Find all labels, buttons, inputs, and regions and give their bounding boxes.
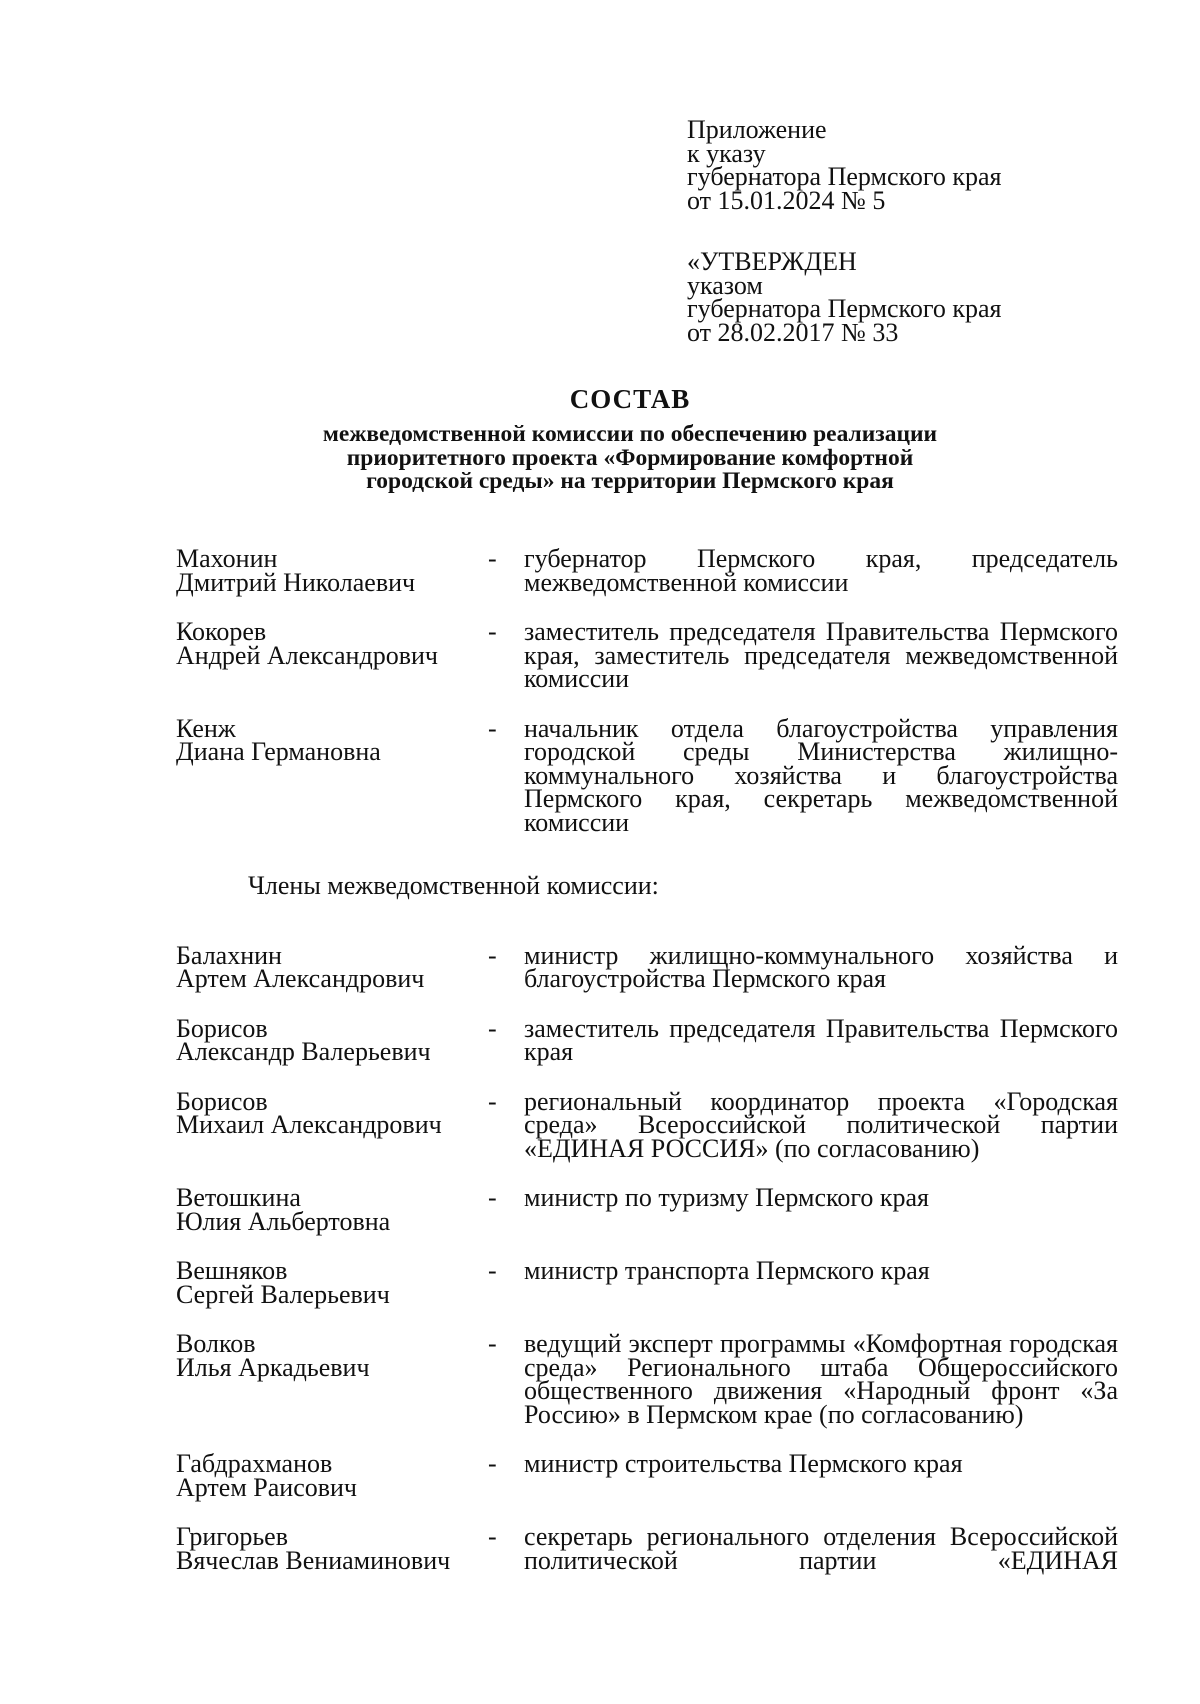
member-given-name: Александр Валерьевич [176,1037,431,1066]
member-role: ведущий эксперт программы «Комфортная городская среда» Регионального штаба Общероссийского общественного движения «Народный фронт «За Россию» в Пермском крае (по согласованию) [524,1329,1118,1429]
member-row [176,1183,1118,1236]
member-role: региональный координатор проекта «Городская среда» Всероссийской политической партии «ЕДИНАЯ РОССИЯ» (по согласованию) [524,1086,1118,1163]
member-dash: - [488,1013,497,1043]
member-row [176,1013,1118,1066]
member-given-name: Илья Аркадьевич [176,1352,370,1382]
member-surname: Вешняков [176,1256,288,1285]
approved-block [687,247,1002,347]
member-role: секретарь регионального отделения Всероссийской политической партии «ЕДИНАЯ [524,1522,1118,1575]
member-surname: Ветошкина [176,1183,301,1212]
member-role: министр жилищно-коммунального хозяйства и благоустройства Пермского края [524,940,1118,993]
member-name [176,940,488,993]
member-name [176,713,488,835]
appendix-line: губернатора Пермского края [687,162,1002,191]
member-given-name: Андрей Александрович [176,640,438,670]
member-surname: Балахнин [176,940,282,970]
appendix-line: Приложение [687,115,827,144]
member-row [176,544,1118,597]
member-dash: - [488,713,497,743]
member-given-name: Сергей Валерьевич [176,1279,390,1309]
member-name [176,1256,488,1309]
member-name [176,1183,488,1236]
member-dash: - [488,544,497,573]
member-given-name: Вячеслав Вениаминович [176,1545,451,1575]
member-dash: - [488,1086,497,1116]
member-dash: - [488,1256,497,1285]
member-dash: - [488,1522,497,1551]
member-given-name: Михаил Александрович [176,1110,442,1139]
members-heading: Члены межведомственной комиссии: [248,871,659,900]
member-row [176,1522,1118,1575]
member-row [176,617,1118,693]
approved-line: «УТВЕРЖДЕН [687,247,857,276]
member-row [176,1449,1118,1502]
appendix-block [687,115,1002,215]
member-surname: Григорьев [176,1522,288,1551]
subtitle-line: приоритетного проекта «Формирование комфортной [346,444,914,471]
member-name [176,1329,488,1426]
member-dash: - [488,1183,497,1212]
member-name [176,1013,488,1066]
member-surname: Кенж [176,713,236,743]
subtitle-line: городской среды» на территории Пермского края [366,468,894,494]
member-surname: Махонин [176,544,278,573]
approved-line: от 28.02.2017 № 33 [687,317,899,347]
member-dash: - [488,617,497,646]
member-surname: Борисов [176,1013,268,1043]
member-given-name: Артем Александрович [176,964,425,993]
member-row [176,1086,1118,1163]
member-role: начальник отдела благоустройства управления городской среды Министерства жилищно-коммунального хозяйства и благоустройства Пермского края, секретарь межведомственной комиссии [524,713,1118,837]
member-given-name: Юлия Альбертовна [176,1206,391,1236]
member-row [176,1329,1118,1429]
member-given-name: Диана Германовна [176,737,381,766]
member-role: министр по туризму Пермского края [524,1183,929,1212]
member-name [176,1449,488,1502]
document-subtitle [0,423,1200,494]
member-row [176,1256,1118,1309]
subtitle-line: межведомственной комиссии по обеспечению реализации [322,421,938,447]
member-role: министр строительства Пермского края [524,1449,963,1478]
approved-line: губернатора Пермского края [687,294,1002,323]
member-dash: - [488,1449,497,1478]
member-given-name: Дмитрий Николаевич [176,567,416,597]
appendix-line: от 15.01.2024 № 5 [687,185,886,215]
appendix-line: к указу [687,138,766,168]
member-role: министр транспорта Пермского края [524,1256,930,1285]
member-dash: - [488,940,497,970]
member-given-name: Артем Раисович [176,1472,358,1502]
member-surname: Борисов [176,1086,268,1116]
member-name [176,617,488,691]
member-surname: Волков [176,1329,256,1358]
approved-line: указом [687,270,763,300]
member-dash: - [488,1329,497,1358]
member-surname: Габдрахманов [176,1449,333,1478]
document-title: СОСТАВ [569,384,691,414]
member-name [176,1522,488,1575]
member-surname: Кокорев [176,617,267,646]
member-role: губернатор Пермского края, председатель межведомственной комиссии [524,544,1118,597]
member-role: заместитель председателя Правительства Пермского края [524,1013,1118,1066]
member-row [176,940,1118,993]
member-name [176,1086,488,1161]
member-role: заместитель председателя Правительства Пермского края, заместитель председателя межведомственной комиссии [524,617,1118,693]
member-row [176,713,1118,837]
member-name [176,544,488,597]
commission-list [176,544,1118,1575]
